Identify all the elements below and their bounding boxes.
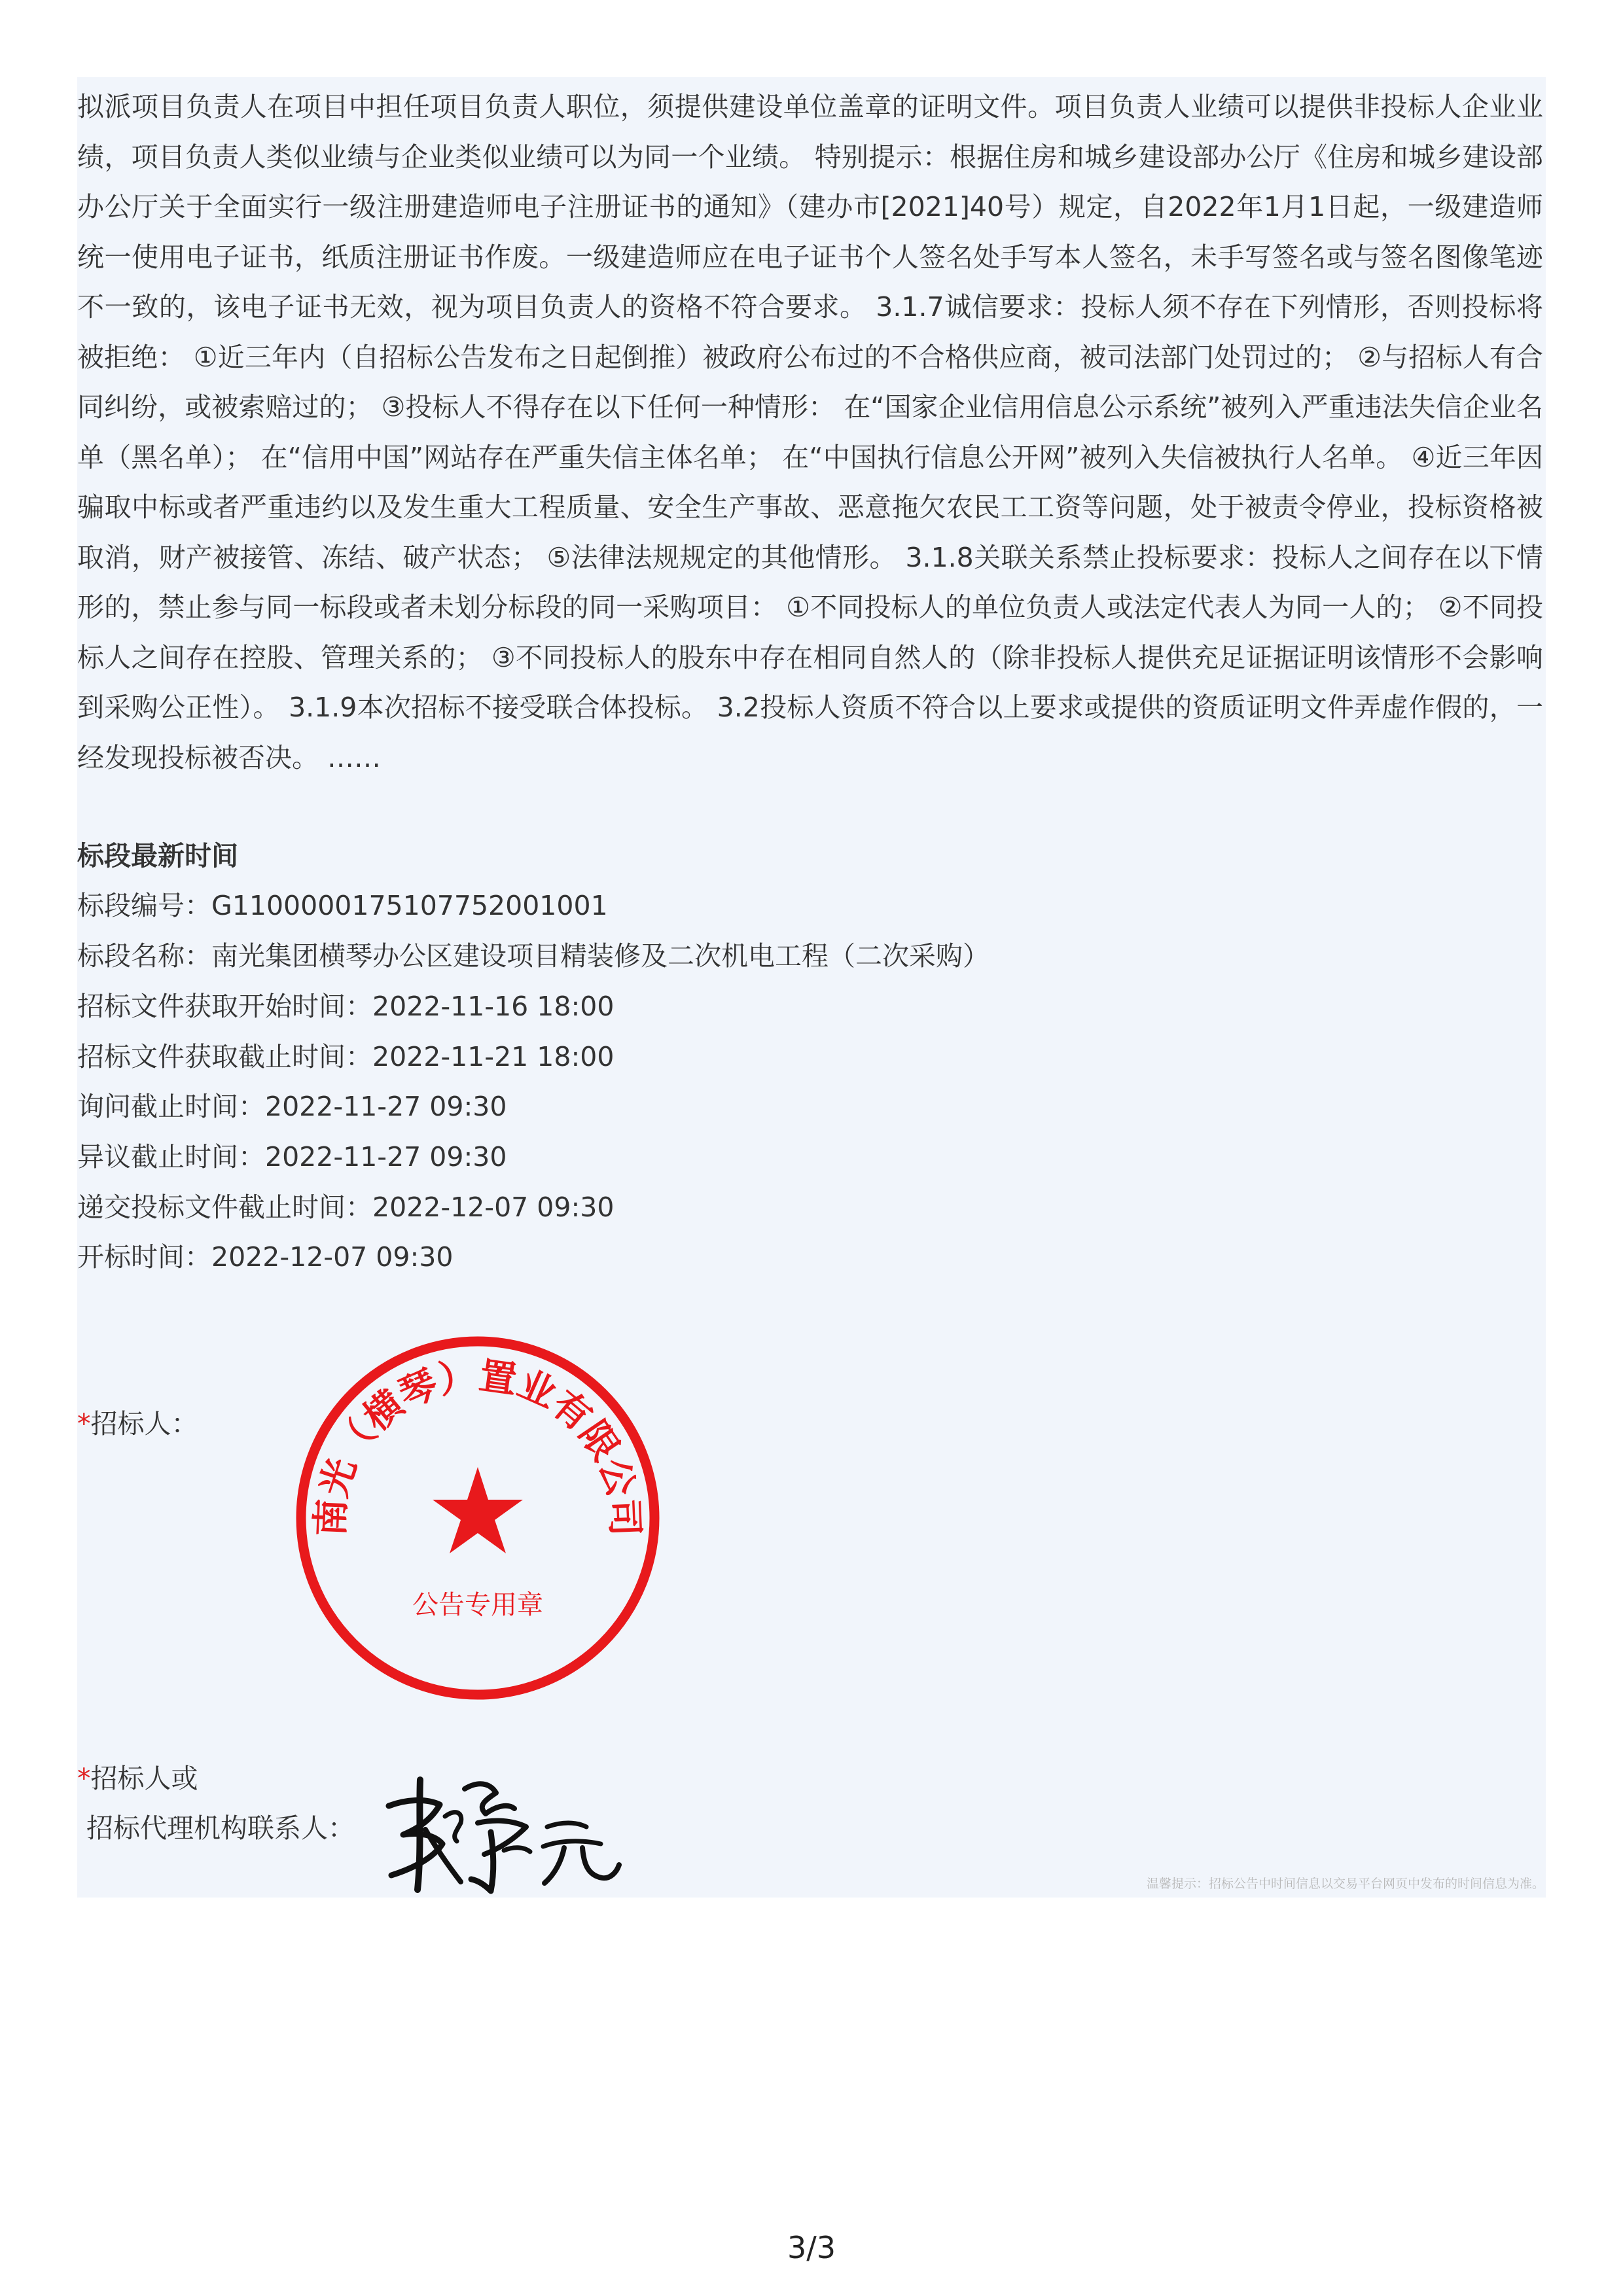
- field-value: 2022-12-07 09:30: [211, 1241, 454, 1273]
- tenderer-label: *招标人：: [77, 1408, 198, 1439]
- contact-label-line2: 招标代理机构联系人：: [86, 1812, 355, 1844]
- seal-purpose: 公告专用章: [412, 1590, 543, 1620]
- field-label: 标段编号：: [77, 890, 211, 921]
- field-label: 标段名称：: [77, 940, 211, 972]
- field-row: [77, 1037, 614, 1076]
- field-value: 2022-11-27 09:30: [265, 1141, 507, 1173]
- handwritten-signature: [380, 1767, 628, 1898]
- field-value: 2022-12-07 09:30: [372, 1192, 615, 1223]
- contact-label-line1: *招标人或: [77, 1763, 198, 1794]
- field-row: [77, 936, 990, 976]
- field-value: 2022-11-27 09:30: [265, 1091, 507, 1122]
- section-heading: 标段最新时间: [77, 840, 238, 872]
- field-row: [77, 1237, 453, 1277]
- page-number: 3/3: [787, 2230, 836, 2265]
- seal-star-icon: [433, 1467, 523, 1553]
- required-mark: *: [77, 1408, 91, 1439]
- field-row: [77, 987, 614, 1026]
- field-label: 开标时间：: [77, 1241, 211, 1273]
- field-row: [77, 1137, 507, 1176]
- field-row: [77, 1087, 507, 1126]
- field-value: G1100000175107752001001: [211, 890, 608, 921]
- seal-company-name: 南光（横琴）置业有限公司: [309, 1354, 647, 1537]
- company-seal: [288, 1328, 668, 1708]
- required-mark: *: [77, 1763, 91, 1794]
- field-value: 南光集团横琴办公区建设项目精装修及二次机电工程（二次采购）: [211, 940, 990, 972]
- field-value: 2022-11-16 18:00: [372, 991, 615, 1022]
- field-label: 异议截止时间：: [77, 1141, 265, 1173]
- field-label: 递交投标文件截止时间：: [77, 1192, 372, 1223]
- notice-text: 温馨提示：招标公告中时间信息以交易平台网页中发布的时间信息为准。: [1146, 1877, 1544, 1891]
- field-label: 招标文件获取截止时间：: [77, 1041, 372, 1072]
- field-value: 2022-11-21 18:00: [372, 1041, 615, 1072]
- field-label: 招标文件获取开始时间：: [77, 991, 372, 1022]
- field-row: [77, 1188, 614, 1227]
- body-paragraph: 拟派项目负责人在项目中担任项目负责人职位，须提供建设单位盖章的证明文件。项目负责人业绩可以提供非投标人企业业绩，项目负责人类似业绩与企业类似业绩可以为同一个业绩。 特别提示：根据住房和城乡建设部办公厅《住房和城乡建设部办公厅关于全面实行一级注册建造师电子注册证书的通知》（建办市[2021]40号）规定，自2022年1月1日起，一级建造师统一使用电子证书，纸质注册证书作废。一级建造师应在电子证书个人签名处手写本人签名，未手写签名或与签名图像笔迹不一致的，该电子证书无效，视为项目负责人的资格不符合要求。 3.1.7诚信要求：投标人须不存在下列情形，否则投标将被拒绝： ①近三年内（自招标公告发布之日起倒推）被政府公布过的不合格供应商，被司法部门处罚过的； ②与招标人有合同纠纷，或被索赔过的； ③投标人不得存在以下任何一种情形： 在“国家企业信用信息公示系统”被列入严重违法失信企业名单（黑名单）； 在“信用中国”网站存在严重失信主体名单； 在“中国执行信息公开网”被列入失信被执行人名单。 ④近三年因骗取中标或者严重违约以及发生重大工程质量、安全生产事故、恶意拖欠农民工工资等问题，处于被责令停业，投标资格被取消，财产被接管、冻结、破产状态； ⑤法律法规规定的其他情形。 3.1.8关联关系禁止投标要求：投标人之间存在以下情形的，禁止参与同一标段或者未划分标段的同一采购项目： ①不同投标人的单位负责人或法定代表人为同一人的； ②不同投标人之间存在控股、管理关系的； ③不同投标人的股东中存在相同自然人的（除非投标人提供充足证据证明该情形不会影响到采购公正性）。 3.1.9本次招标不接受联合体投标。 3.2投标人资质不符合以上要求或提供的资质证明文件弄虚作假的，一经发现投标被否决。 ……: [77, 91, 1543, 773]
- field-row: [77, 886, 608, 925]
- field-label: 询问截止时间：: [77, 1091, 265, 1122]
